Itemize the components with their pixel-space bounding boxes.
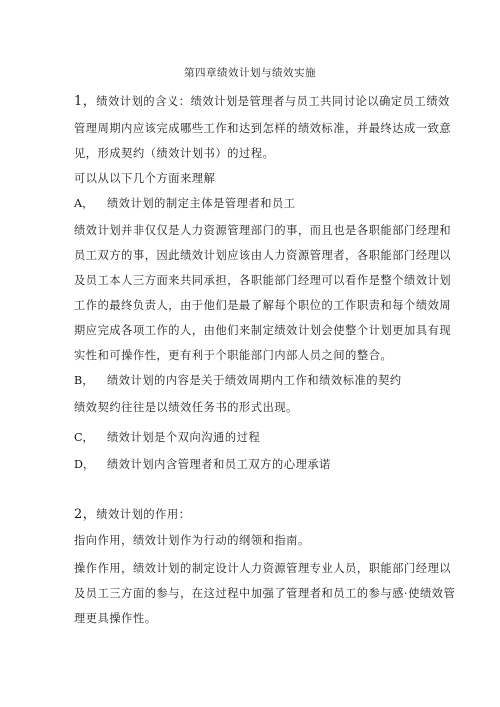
section-2-para-2-line: 及员工三方面的参与，在这过程中加强了管理者和员工的参与感·使绩效管 xyxy=(74,587,456,600)
section-1-number: 1， xyxy=(74,94,97,109)
section-1-heading xyxy=(74,94,450,109)
section-1-line-2: 管理周期内应该完成哪些工作和达到怎样的绩效标准，并最终达成一致意 xyxy=(74,122,452,135)
point-a-body-line: 及员工本人三方面来共同承担，各职能部门经理可以看作是整个绩效计划 xyxy=(74,274,452,287)
point-a-text: 绩效计划的制定主体是管理者和员工 xyxy=(107,197,296,210)
section-2-number: 2， xyxy=(74,507,97,522)
section-2-para-1: 指向作用，绩效计划作为行动的纲领和指南。 xyxy=(74,534,310,547)
point-d-heading xyxy=(74,458,434,472)
point-d-letter: D， xyxy=(74,458,95,471)
section-2-heading-text: 绩效计划的作用： xyxy=(96,508,191,521)
point-b-letter: B， xyxy=(74,374,94,387)
point-a-body-line: 期应完成各项工作的人，由他们来制定绩效计划会使整个计划更加具有现 xyxy=(74,324,452,337)
point-a-body-line: 员工双方的事，因此绩效计划应该由人力资源管理者，各职能部门经理以 xyxy=(74,249,452,262)
point-a-body-line: 实性和可操作性，更有利于个职能部门内部人员之间的整合。 xyxy=(74,349,393,362)
section-1-intro: 可以从以下几个方面来理解 xyxy=(74,172,216,185)
section-2-heading xyxy=(74,508,434,522)
point-d-text: 绩效计划内含管理者和员工双方的心理承诺 xyxy=(107,458,331,471)
point-c-text: 绩效计划是个双向沟通的过程 xyxy=(107,431,261,444)
point-a-heading xyxy=(74,197,434,211)
document-title: 第四章绩效计划与绩效实施 xyxy=(184,67,316,79)
point-a-body-line: 绩效计划并非仅仅是人力资源管理部门的事，而且也是各职能部门经理和 xyxy=(74,224,452,237)
point-c-letter: C， xyxy=(74,431,94,444)
point-a-body-line: 工作的最终负责人，由于他们是最了解每个职位的工作职责和每个绩效周 xyxy=(74,299,452,312)
section-2-para-2-line: 理更具操作性。 xyxy=(74,612,157,625)
point-b-body: 绩效契约往往是以绩效任务书的形式出现。 xyxy=(74,401,298,414)
section-2-para-2-line: 操作作用，绩效计划的制定设计人力资源管理专业人员，职能部门经理以 xyxy=(74,562,452,575)
point-c-heading xyxy=(74,431,434,445)
point-b-text: 绩效计划的内容是关于绩效周期内工作和绩效标准的契约 xyxy=(107,374,402,387)
section-1-line-1: 绩效计划的含义：绩效计划是管理者与员工共同讨论以确定员工绩效 xyxy=(96,95,450,108)
section-1-line-3: 见，形成契约（绩效计划书）的过程。 xyxy=(74,147,275,160)
point-a-letter: A， xyxy=(74,197,94,210)
point-b-heading xyxy=(74,374,434,388)
